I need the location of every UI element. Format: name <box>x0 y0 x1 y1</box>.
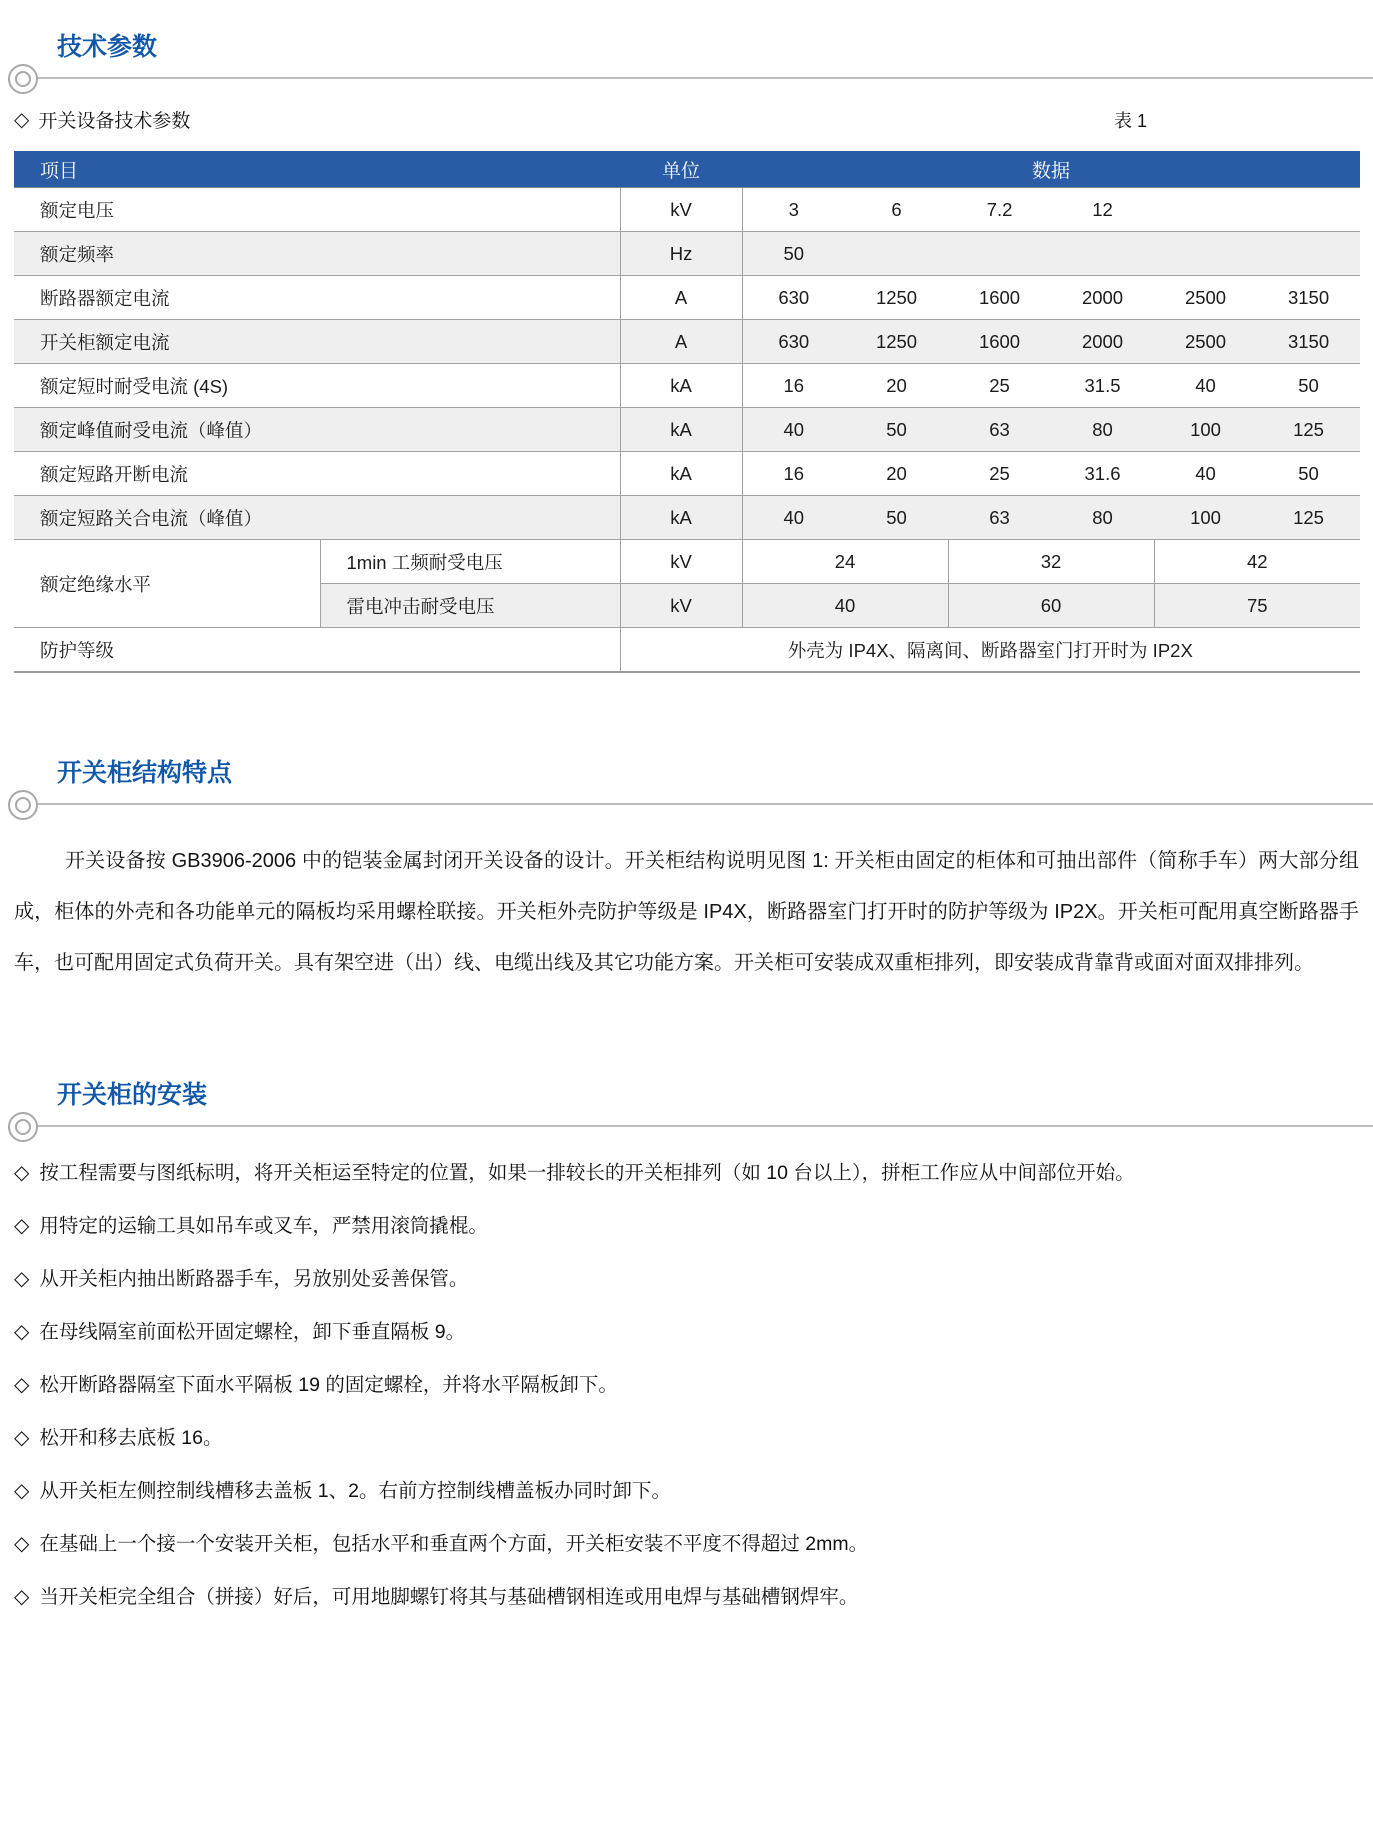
table-row <box>14 320 1360 364</box>
value-cell: 50 <box>742 232 845 276</box>
installation-item-text: 从开关柜内抽出断路器手车，另放别处妥善保管。 <box>39 1268 469 1290</box>
table-row <box>14 232 1360 276</box>
value-cell: 1250 <box>845 320 948 364</box>
value-cell: 32 <box>948 540 1154 584</box>
installation-item <box>14 1266 1359 1293</box>
value-cell: 1600 <box>948 276 1051 320</box>
diamond-bullet-icon: ◇ <box>14 1533 30 1555</box>
installation-item-text: 在母线隔室前面松开固定螺栓，卸下垂直隔板 9。 <box>39 1321 466 1343</box>
section-rule <box>0 70 1373 86</box>
value-cell <box>948 232 1051 276</box>
value-cell: 40 <box>1154 364 1257 408</box>
double-circle-icon <box>8 64 38 94</box>
value-cell: 40 <box>742 408 845 452</box>
installation-item <box>14 1372 1359 1399</box>
unit-cell: kV <box>620 584 742 628</box>
value-cell: 80 <box>1051 408 1154 452</box>
section-title-tech-params: 技术参数 <box>57 33 158 61</box>
installation-item <box>14 1531 1359 1558</box>
row-label: 开关柜额定电流 <box>14 320 620 364</box>
value-cell: 100 <box>1154 496 1257 540</box>
table-row <box>14 188 1360 232</box>
double-circle-icon <box>8 790 38 820</box>
section-structure <box>0 753 1373 989</box>
table-caption: 表 1 <box>1113 111 1147 131</box>
diamond-bullet-icon: ◇ <box>14 1374 30 1396</box>
value-cell: 40 <box>742 496 845 540</box>
value-cell: 63 <box>948 496 1051 540</box>
merged-value-cell: 外壳为 IP4X、隔离间、断路器室门打开时为 IP2X <box>620 628 1360 673</box>
installation-item <box>14 1584 1359 1611</box>
row-label: 额定电压 <box>14 188 620 232</box>
table-header-row <box>14 151 1360 188</box>
value-cell: 60 <box>948 584 1154 628</box>
value-cell: 630 <box>742 276 845 320</box>
double-circle-inner-icon <box>15 797 31 813</box>
section-tech-params <box>0 0 1373 673</box>
double-circle-inner-icon <box>15 1119 31 1135</box>
value-cell: 2500 <box>1154 320 1257 364</box>
section-divider-line <box>36 1125 1373 1127</box>
row-label: 额定短路关合电流（峰值） <box>14 496 620 540</box>
value-cell: 25 <box>948 452 1051 496</box>
row-label: 额定短时耐受电流 (4S) <box>14 364 620 408</box>
installation-list <box>14 1160 1359 1611</box>
section-title-structure: 开关柜结构特点 <box>57 759 233 787</box>
diamond-bullet-icon: ◇ <box>14 1215 30 1237</box>
value-cell: 3 <box>742 188 845 232</box>
value-cell: 50 <box>1257 364 1360 408</box>
value-cell <box>1051 232 1154 276</box>
col-header-unit: 单位 <box>620 151 742 188</box>
installation-item-text: 当开关柜完全组合（拼接）好后，可用地脚螺钉将其与基础槽钢相连或用电焊与基础槽钢焊牢。 <box>39 1586 859 1608</box>
value-cell: 63 <box>948 408 1051 452</box>
unit-cell: kA <box>620 452 742 496</box>
row-label: 额定峰值耐受电流（峰值） <box>14 408 620 452</box>
row-sublabel: 雷电冲击耐受电压 <box>320 584 620 628</box>
value-cell <box>1257 188 1360 232</box>
value-cell: 3150 <box>1257 320 1360 364</box>
table-subtitle-row <box>14 106 1359 133</box>
section-rule <box>0 1118 1373 1134</box>
section-rule <box>0 796 1373 812</box>
table-row <box>14 276 1360 320</box>
double-circle-icon <box>8 1112 38 1142</box>
diamond-bullet-icon: ◇ <box>14 1268 30 1290</box>
row-label: 额定短路开断电流 <box>14 452 620 496</box>
section-installation <box>0 1075 1373 1611</box>
unit-cell: kV <box>620 188 742 232</box>
value-cell <box>1257 232 1360 276</box>
value-cell: 31.5 <box>1051 364 1154 408</box>
value-cell: 31.6 <box>1051 452 1154 496</box>
value-cell: 42 <box>1154 540 1360 584</box>
value-cell: 80 <box>1051 496 1154 540</box>
value-cell: 3150 <box>1257 276 1360 320</box>
value-cell: 100 <box>1154 408 1257 452</box>
value-cell: 75 <box>1154 584 1360 628</box>
installation-item <box>14 1478 1359 1505</box>
value-cell: 2500 <box>1154 276 1257 320</box>
row-sublabel: 1min 工频耐受电压 <box>320 540 620 584</box>
value-cell: 24 <box>742 540 948 584</box>
value-cell <box>1154 232 1257 276</box>
diamond-bullet-icon: ◇ <box>14 109 30 131</box>
section-divider-line <box>36 803 1373 805</box>
value-cell: 1600 <box>948 320 1051 364</box>
structure-paragraph: 开关设备按 GB3906-2006 中的铠装金属封闭开关设备的设计。开关柜结构说明见图 1: 开关柜由固定的柜体和可抽出部件（简称手车）两大部分组成，柜体的外壳和各功能单元的隔板均采用螺栓联接。开关柜外壳防护等级是 IP4X，断路器室门打开时的防护等级为 IP2X。开关柜可配用真空断路器手车，也可配用固定式负荷开关。具有架空进（出）线、电缆出线及其它功能方案。开关柜可安装成双重柜排列，即安装成背靠背或面对面双排排列。 <box>14 850 1359 974</box>
value-cell: 7.2 <box>948 188 1051 232</box>
section-title-installation: 开关柜的安装 <box>57 1081 208 1109</box>
installation-item <box>14 1319 1359 1346</box>
unit-cell: kA <box>620 364 742 408</box>
unit-cell: A <box>620 320 742 364</box>
installation-item-text: 在基础上一个接一个安装开关柜，包括水平和垂直两个方面，开关柜安装不平度不得超过 2mm。 <box>39 1533 869 1555</box>
unit-cell: kV <box>620 540 742 584</box>
installation-item <box>14 1160 1359 1187</box>
value-cell: 25 <box>948 364 1051 408</box>
row-label: 断路器额定电流 <box>14 276 620 320</box>
unit-cell: kA <box>620 496 742 540</box>
diamond-bullet-icon: ◇ <box>14 1586 30 1608</box>
diamond-bullet-icon: ◇ <box>14 1321 30 1343</box>
unit-cell: A <box>620 276 742 320</box>
table-subtitle: 开关设备技术参数 <box>38 111 191 132</box>
table-row <box>14 452 1360 496</box>
col-header-data: 数据 <box>742 151 1360 188</box>
value-cell: 12 <box>1051 188 1154 232</box>
table-row <box>14 628 1360 673</box>
value-cell: 40 <box>742 584 948 628</box>
installation-item-text: 用特定的运输工具如吊车或叉车，严禁用滚筒撬棍。 <box>39 1215 488 1237</box>
table-row <box>14 496 1360 540</box>
double-circle-inner-icon <box>15 71 31 87</box>
value-cell: 50 <box>1257 452 1360 496</box>
unit-cell: kA <box>620 408 742 452</box>
table-row <box>14 364 1360 408</box>
value-cell: 2000 <box>1051 320 1154 364</box>
value-cell: 1250 <box>845 276 948 320</box>
table-row <box>14 408 1360 452</box>
installation-item-text: 从开关柜左侧控制线槽移去盖板 1、2。右前方控制线槽盖板办同时卸下。 <box>39 1480 671 1502</box>
diamond-bullet-icon: ◇ <box>14 1480 30 1502</box>
installation-item-text: 松开和移去底板 16。 <box>39 1427 223 1449</box>
installation-item <box>14 1213 1359 1240</box>
value-cell: 125 <box>1257 496 1360 540</box>
diamond-bullet-icon: ◇ <box>14 1162 30 1184</box>
value-cell: 125 <box>1257 408 1360 452</box>
value-cell: 630 <box>742 320 845 364</box>
value-cell <box>1154 188 1257 232</box>
value-cell: 40 <box>1154 452 1257 496</box>
diamond-bullet-icon: ◇ <box>14 1427 30 1449</box>
installation-item-text: 按工程需要与图纸标明，将开关柜运至特定的位置，如果一排较长的开关柜排列（如 10 台以上），拼柜工作应从中间部位开始。 <box>39 1162 1135 1184</box>
row-label: 额定频率 <box>14 232 620 276</box>
value-cell: 20 <box>845 452 948 496</box>
tech-params-table <box>14 151 1360 673</box>
installation-item-text: 松开断路器隔室下面水平隔板 19 的固定螺栓，并将水平隔板卸下。 <box>39 1374 618 1396</box>
value-cell <box>845 232 948 276</box>
installation-item <box>14 1425 1359 1452</box>
value-cell: 50 <box>845 496 948 540</box>
col-header-item: 项目 <box>14 151 620 188</box>
value-cell: 16 <box>742 452 845 496</box>
value-cell: 20 <box>845 364 948 408</box>
value-cell: 16 <box>742 364 845 408</box>
value-cell: 6 <box>845 188 948 232</box>
value-cell: 50 <box>845 408 948 452</box>
section-divider-line <box>36 77 1373 79</box>
value-cell: 2000 <box>1051 276 1154 320</box>
row-label: 防护等级 <box>14 628 620 673</box>
unit-cell: Hz <box>620 232 742 276</box>
row-group-label: 额定绝缘水平 <box>14 540 320 628</box>
table-row <box>14 540 1360 584</box>
